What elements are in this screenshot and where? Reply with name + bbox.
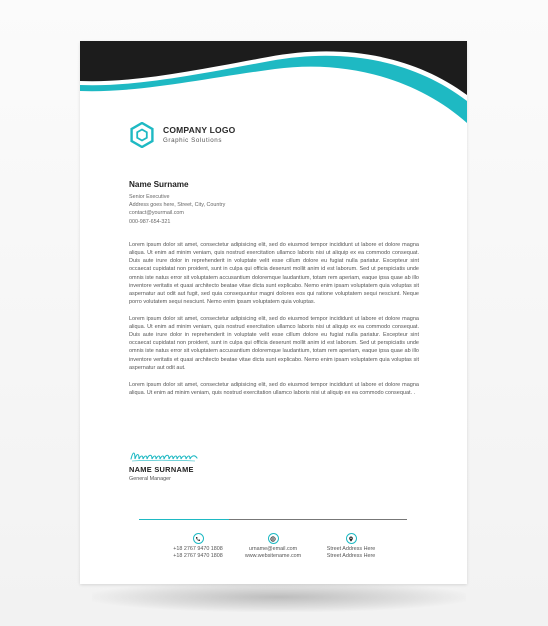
footer-email: urname@email.com <box>248 546 298 552</box>
company-logo <box>129 122 235 148</box>
letterhead-page <box>80 41 467 584</box>
letter-body <box>129 241 419 405</box>
footer-address-line: Street Address Here <box>326 553 376 559</box>
recipient-title: Senior Executive <box>129 194 170 200</box>
signer-name: NAME SURNAME <box>129 465 194 474</box>
recipient-phone: 000-987-654-321 <box>129 218 171 225</box>
company-tagline: Graphic Solutions <box>163 137 223 144</box>
footer-website: www.websitename.com <box>244 553 302 559</box>
body-paragraph: Lorem ipsum dolor sit amet, consectetur adipisicing elit, sed do eiusmod tempor incididunt ut labore et dolore magna aliqua. Ut enim ad minim veniam, quis nostrud exercitation ullamco laboris nisi ut aliquip ex ea commodo consequat. Duis aute irure dolor in reprehenderit in voluptate velit esse cillum dolore eu fugiat nulla pariatur. Excepteur sint occaecat cupidatat non proident, sunt in culpa qui officia deserunt mollit anim id est laborum. Sed ut perspiciatis unde omnis iste natus error sit voluptatem accusantium doloremque laudantium, totam rem aperiam, eaque ipsa quae ab illo inventore veritatis et quasi architecto beatae vitae dicta sunt explicabo. Nemo enim ipsam voluptatem quia voluptas sit aspernatur aut odit aut. <box>129 315 419 371</box>
signature-block <box>129 449 201 483</box>
footer-address <box>321 533 381 560</box>
recipient-name: Name Surname <box>129 180 189 189</box>
footer-phone-line: +18 2767 9470 1808 <box>173 546 223 552</box>
body-paragraph: Lorem ipsum dolor sit amet, consectetur adipisicing elit, sed do eiusmod tempor incididunt ut labore et dolore magna aliqua. Ut enim ad minim veniam, quis nostrud exercitation ullamco laboris nisi ut aliquip ex ea commodo consequat. Duis aute irure dolor in reprehenderit in voluptate velit esse cillum dolore eu fugiat nulla pariatur. Excepteur sint occaecat cupidatat non proident, sunt in culpa qui officia deserunt mollit anim id est laborum. Sed ut perspiciatis unde omnis iste natus error sit voluptatem accusantium doloremque laudantium, totam rem aperiam, eaque ipsa quae ab illo inventore veritatis et quasi architecto beatae vitae dicta sunt explicabo. Nemo enim ipsam voluptatem quia voluptas sit aspernatur aut odit aut fugit, sed quia consequuntur magni dolores eos qui ratione voluptatem sequi nesciunt. Neque porro volutatem sequi nesciunt. Nemo enim ipsam voluptatem quia voluptas. <box>129 242 419 306</box>
location-pin-icon <box>346 533 357 544</box>
signature-image <box>129 449 201 463</box>
header-wave-banner <box>80 41 467 131</box>
globe-icon <box>268 533 279 544</box>
company-name: COMPANY LOGO <box>163 125 236 135</box>
hexagon-logo-icon <box>129 122 155 148</box>
recipient-block <box>129 179 225 226</box>
signer-title: General Manager <box>129 476 171 482</box>
recipient-email: contact@yourmail.com <box>129 210 184 217</box>
phone-icon <box>193 533 204 544</box>
footer-address-line: Street Address Here <box>326 546 376 552</box>
body-paragraph: Lorem ipsum dolor sit amet, consectetur adipisicing elit, sed do eiusmod tempor incididunt ut labore et dolore magna aliqua. Ut enim ad minim veniam, quis nostrud exercitation ullamco laboris nisi ut aliquip ex ea commodo consequat. . <box>129 381 419 396</box>
recipient-address: Address goes here, Street, City, Country <box>129 202 226 209</box>
footer-phone <box>168 533 228 560</box>
footer-divider-accent <box>139 519 229 520</box>
page-shadow <box>92 582 466 612</box>
footer-web <box>241 533 305 560</box>
footer-phone-line: +18 2767 9470 1808 <box>173 553 223 559</box>
